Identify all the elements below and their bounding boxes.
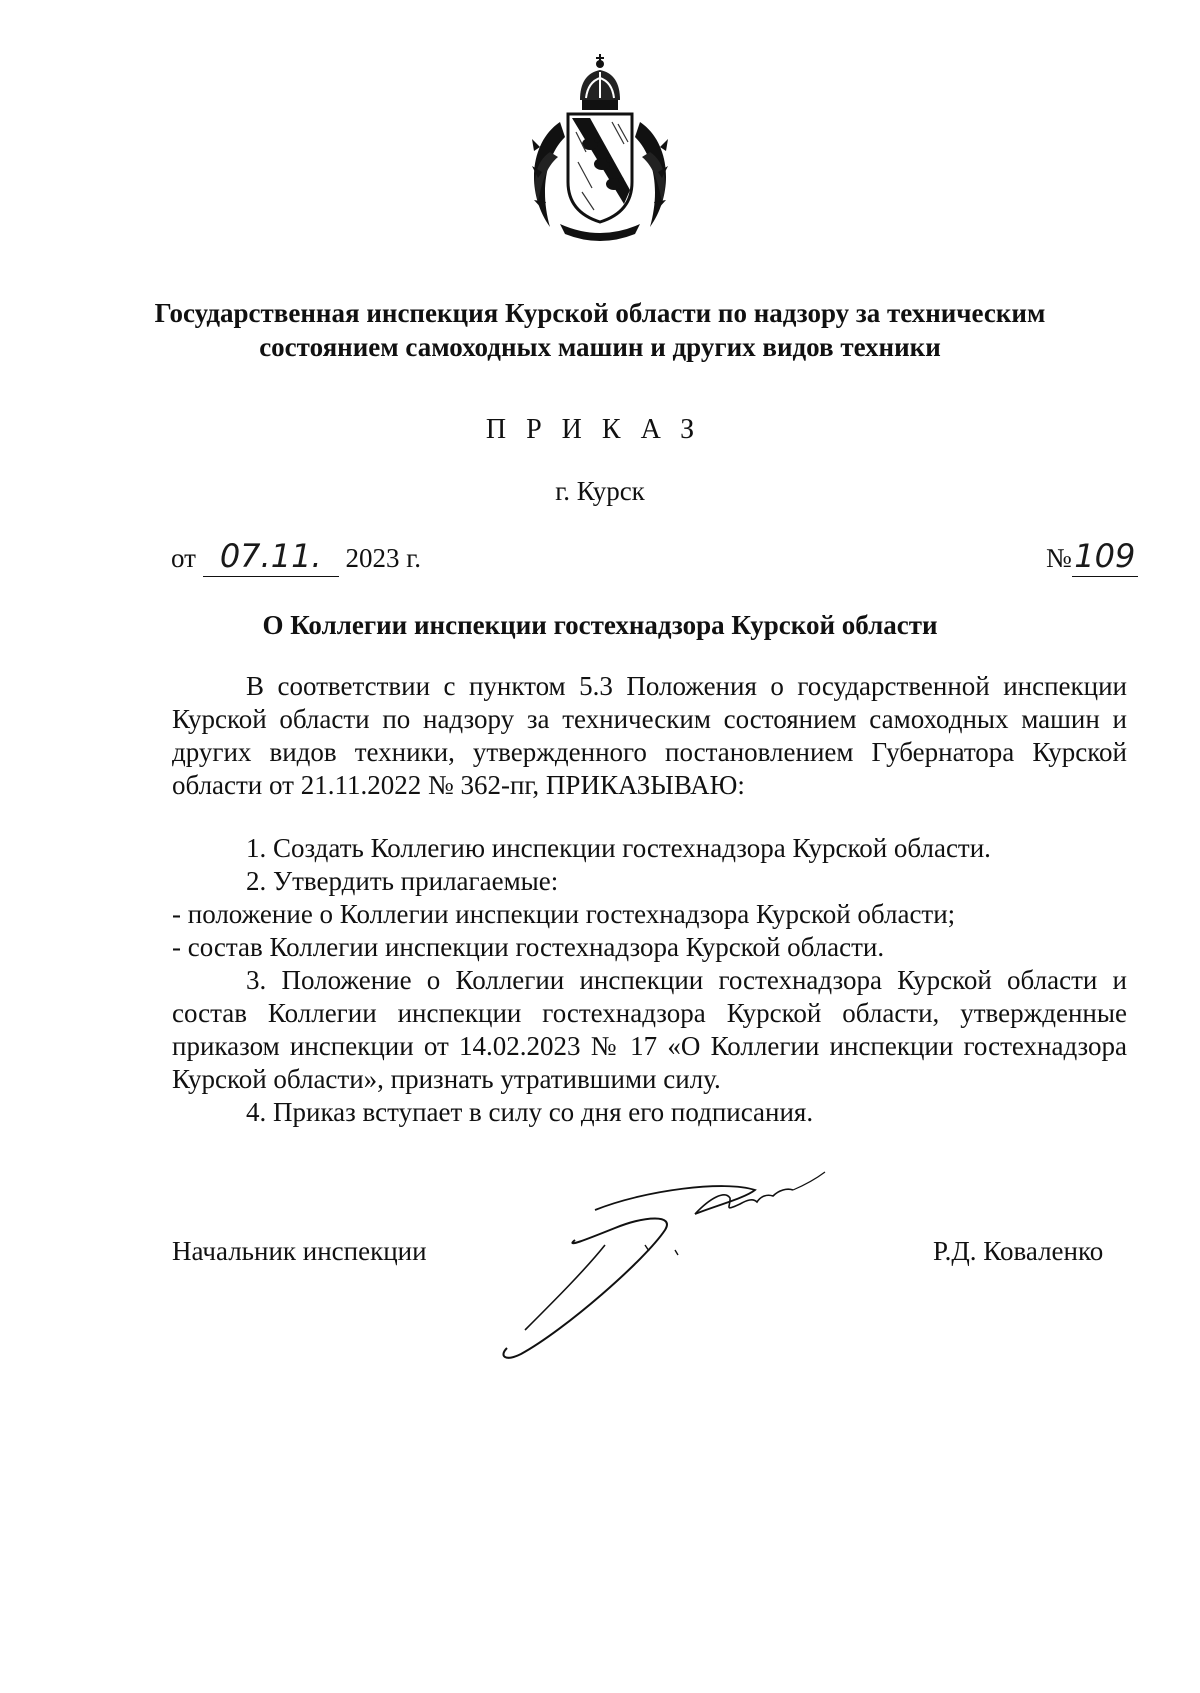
order-item-2: 2. Утвердить прилагаемые: bbox=[246, 866, 559, 896]
signatory-title: Начальник инспекции bbox=[172, 1236, 427, 1266]
coat-of-arms-emblem bbox=[520, 52, 680, 242]
document-type: ПРИКАЗ bbox=[485, 414, 715, 445]
number-line bbox=[1046, 537, 1138, 577]
document-subject: О Коллегии инспекции гостехнадзора Курской области bbox=[262, 610, 938, 640]
date-prefix: от bbox=[171, 543, 196, 573]
order-item-3: 3. Положение о Коллегии инспекции гостехнадзора Курской области и состав Коллегии инспекции гостехнадзора Курской области, утвержденные приказом инспекции от 14.02.2023 № 17 «О Коллегии инспекции гостехнадзора Курской области», признать утратившими силу. bbox=[172, 965, 1127, 1094]
order-item-2b: - состав Коллегии инспекции гостехнадзора Курской области. bbox=[172, 932, 885, 962]
order-item-4: 4. Приказ вступает в силу со дня его подписания. bbox=[246, 1097, 814, 1127]
order-items bbox=[172, 832, 1127, 1129]
number-prefix: № bbox=[1046, 543, 1072, 573]
date-blank bbox=[203, 537, 339, 577]
handwritten-signature bbox=[495, 1170, 915, 1370]
number-blank bbox=[1072, 537, 1138, 577]
order-item-1: 1. Создать Коллегию инспекции гостехнадзора Курской области. bbox=[246, 833, 991, 863]
signatory-name: Р.Д. Коваленко bbox=[933, 1236, 1104, 1266]
handwritten-number: 109 bbox=[1074, 537, 1136, 575]
agency-name-line-2: состоянием самоходных машин и других видов техники bbox=[259, 332, 941, 362]
handwritten-date: 07.11. bbox=[219, 537, 322, 575]
preamble-paragraph: В соответствии с пунктом 5.3 Положения о государственной инспекции Курской области по надзору за техническим состоянием самоходных машин и других видов техники, утвержденного постановлением Губернатора Курской области от 21.11.2022 № 362-пг, ПРИКАЗЫВАЮ: bbox=[172, 671, 1127, 800]
date-suffix: 2023 г. bbox=[345, 543, 421, 573]
city: г. Курск bbox=[555, 476, 645, 506]
date-line bbox=[171, 537, 421, 577]
agency-name-line-1: Государственная инспекция Курской области по надзору за техническим bbox=[154, 298, 1046, 328]
order-item-2a: - положение о Коллегии инспекции гостехнадзора Курской области; bbox=[172, 899, 956, 929]
agency-name bbox=[150, 296, 1050, 364]
document-body bbox=[172, 670, 1127, 1129]
